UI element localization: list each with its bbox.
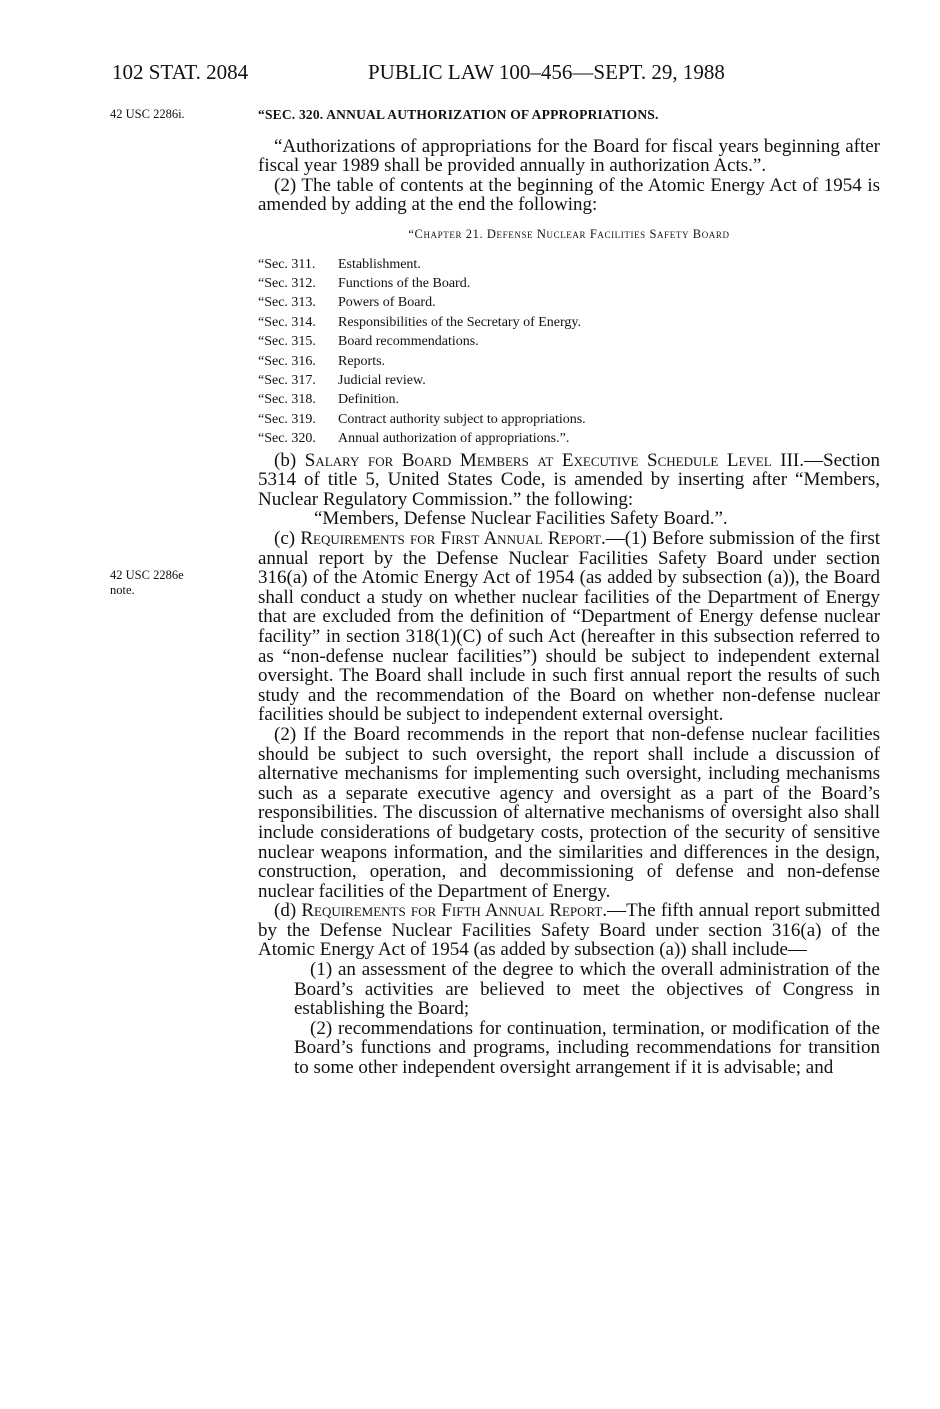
document-body <box>258 105 880 1078</box>
toc-item-title: Powers of Board. <box>338 295 436 311</box>
subsection-b-insert: “Members, Defense Nuclear Facilities Safety Board.”. <box>314 508 728 530</box>
toc-item <box>258 352 880 371</box>
subsection-d-label: (d) <box>274 900 302 922</box>
toc-list <box>258 255 880 449</box>
toc-item-title: Judicial review. <box>338 373 426 388</box>
toc-item-title: Board recommendations. <box>338 334 479 350</box>
subsection-b-label: (b) <box>274 449 305 471</box>
toc-item-title: Functions of the Board. <box>338 275 471 291</box>
toc-item <box>258 332 880 351</box>
section-320-text: “Authorizations of appropriations for the Board for fiscal years beginning after fiscal year 1989 shall be provided annually in authorization Acts.”. <box>258 135 880 177</box>
toc-item <box>258 410 880 429</box>
toc-chapter-title: “Chapter 21. Defense Nuclear Facilities Safety Board <box>408 226 730 241</box>
subsection-c-paragraph-2: (2) If the Board recommends in the report that non-defense nuclear facilities should be subject to such oversight, the report shall include a discussion of alternative mechanisms for implementing such oversight, including mechanisms such as a separate executive agency and oversight as a part of the Board’s responsibilities. The discussion of alternative mechanisms of oversight also shall include considerations of budgetary costs, protection of the security of sensitive nuclear weapons information, and the similarities and differences in the design, construction, operation, and decommissioning of defense and non-defense nuclear facilities of the Department of Energy. <box>258 723 880 902</box>
subsection-c-heading: Requirements for First Annual Report. <box>300 528 606 549</box>
toc-item-title: Annual authorization of appropriations.”. <box>338 431 570 447</box>
public-law-title: PUBLIC LAW 100–456—SEPT. 29, 1988 <box>368 60 725 84</box>
subsection-d-item-1: (1) an assessment of the degree to which the overall administration of the Board’s activities are believed to meet the objectives of Congress in establishing the Board; <box>294 959 880 1020</box>
toc-item-number: “Sec. 314. <box>258 314 316 330</box>
subsection-d <box>258 901 880 960</box>
toc-item <box>258 274 880 293</box>
toc-item-number: “Sec. 315. <box>258 334 316 350</box>
toc-item-number: “Sec. 313. <box>258 295 316 311</box>
toc-item-number: “Sec. 318. <box>258 392 316 408</box>
subsection-d-item-2: (2) recommendations for continuation, termination, or modification of the Board’s functions and programs, including recommendations for transition to some other independent oversight arrangement if it is advisable; and <box>294 1017 880 1079</box>
toc-item <box>258 429 880 448</box>
toc-item-title: Establishment. <box>338 256 421 272</box>
toc-item <box>258 313 880 332</box>
section-320-heading: “SEC. 320. ANNUAL AUTHORIZATION OF APPROPRIATIONS. <box>258 107 659 122</box>
margin-note-usc-2286i: 42 USC 2286i. <box>110 107 185 121</box>
toc-item <box>258 255 880 274</box>
subsection-b-heading: Salary for Board Members at Executive Schedule Level III. <box>304 449 805 471</box>
toc-item-number: “Sec. 319. <box>258 411 316 427</box>
subsection-c-label: (c) <box>274 528 301 549</box>
toc-item-number: “Sec. 316. <box>258 353 316 369</box>
page-header <box>112 60 882 90</box>
toc-item-title: Contract authority subject to appropriations. <box>338 411 586 427</box>
toc-item-number: “Sec. 317. <box>258 373 316 388</box>
margin-note-usc-2286e <box>110 568 245 598</box>
toc-item-title: Responsibilities of the Secretary of Energy. <box>338 314 581 330</box>
subsection-d-heading: Requirements for Fifth Annual Report. <box>301 900 608 922</box>
toc-item <box>258 293 880 312</box>
toc-item-title: Reports. <box>338 353 386 369</box>
toc-item <box>258 371 880 390</box>
subsection-b-text: —Section 5314 of title 5, United States Code, is amended by inserting after “Members, Nuclear Regulatory Commission.” the following: <box>258 449 881 510</box>
toc-item-number: “Sec. 311. <box>258 256 316 272</box>
subsection-d-text: —The fifth annual report submitted by the Defense Nuclear Facilities Safety Board under section 316(a) of the Atomic Energy Act of 1954 (as added by subsection (a)) shall include— <box>258 900 880 961</box>
subsection-c <box>258 529 880 725</box>
toc-item-number: “Sec. 320. <box>258 431 316 447</box>
stat-page-number: 102 STAT. 2084 <box>112 60 249 84</box>
margin-note-line: note. <box>110 583 135 597</box>
subsection-b <box>258 451 880 510</box>
toc-item <box>258 390 880 409</box>
paragraph-2: (2) The table of contents at the beginning of the Atomic Energy Act of 1954 is amended by adding at the end the following: <box>258 174 880 216</box>
toc-item-number: “Sec. 312. <box>258 275 316 291</box>
toc-item-title: Definition. <box>338 392 400 408</box>
margin-note-line: 42 USC 2286e <box>110 568 184 582</box>
subsection-c-text: —(1) Before submission of the first annual report by the Defense Nuclear Facilities Safety Board under section 316(a) of the Atomic Energy Act of 1954 (as added by subsection (a)), the Board shall conduct a study on whether nuclear facilities of the Department of Energy that are excluded from the definition of “Department of Energy defense nuclear facility” in section 318(1)(C) of such Act (hereafter in this subsection referred to as “non-defense nuclear facilities”) should be subject to independent external oversight. The Board shall include in such first annual report the results of such study and the recommendation of the Board on whether non-defense nuclear facilities should be subject to independent external oversight. <box>258 528 880 726</box>
